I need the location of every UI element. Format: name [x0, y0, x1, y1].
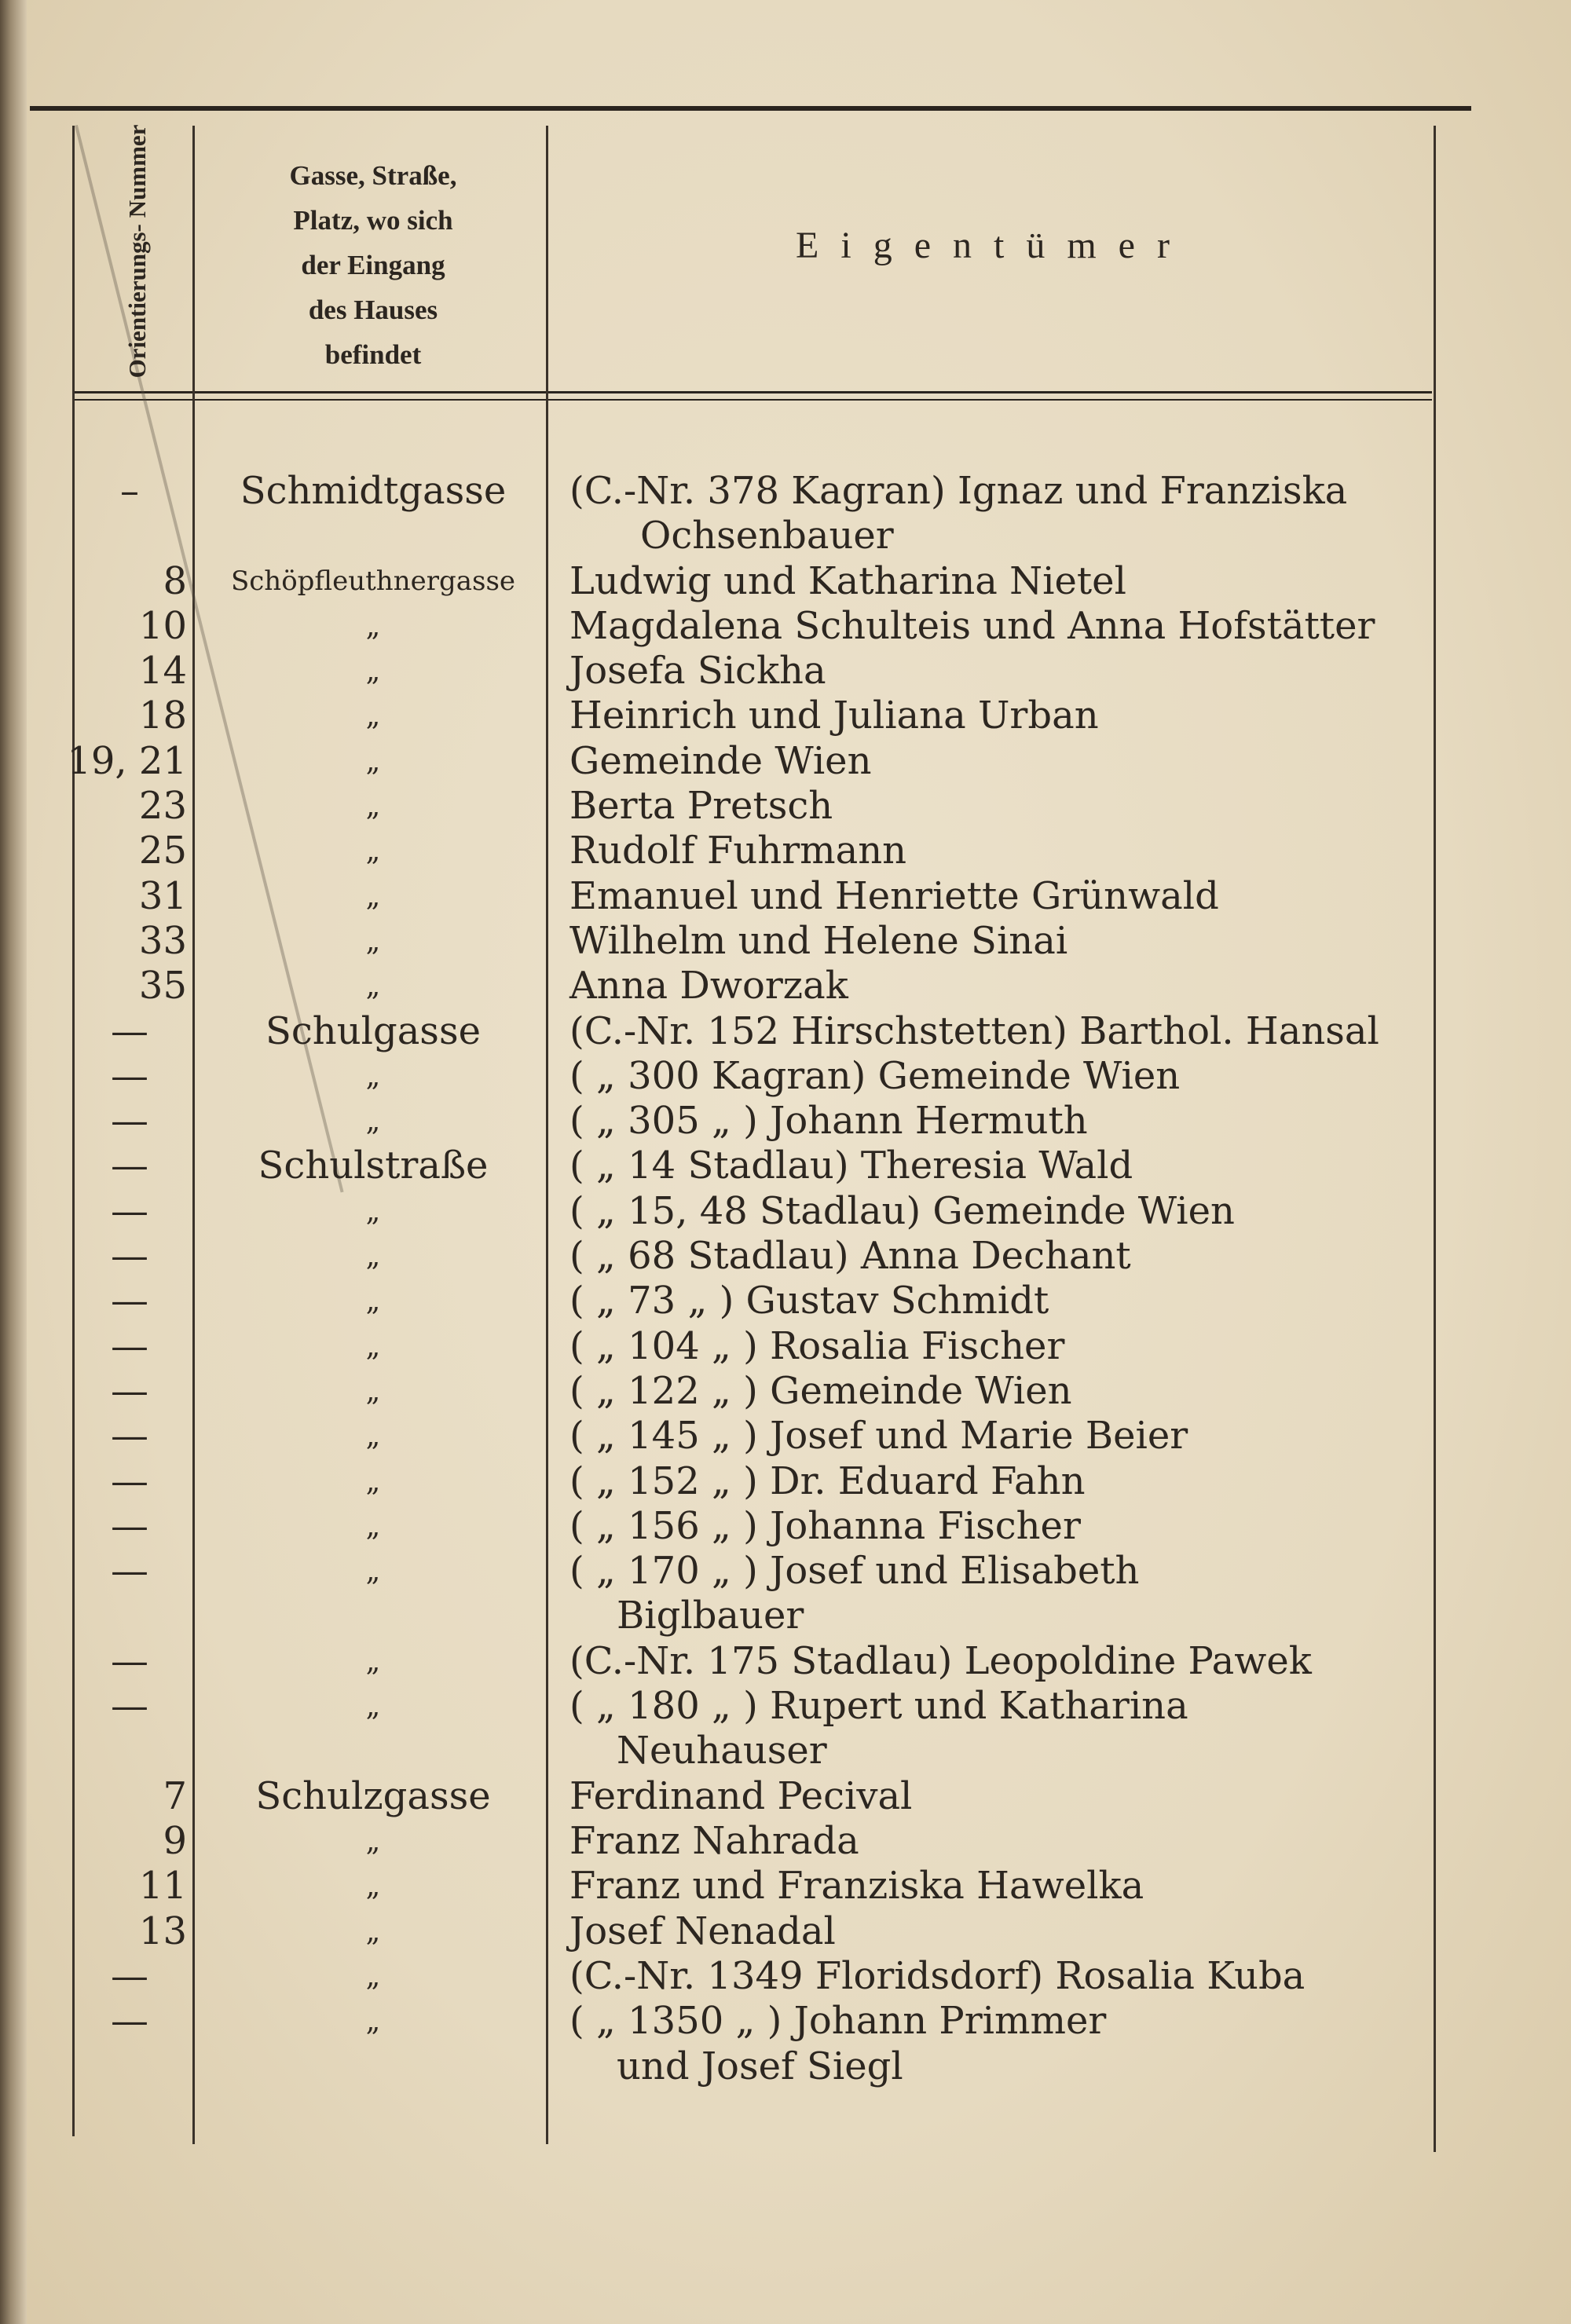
owner-name-continuation: Ochsenbauer — [640, 514, 894, 558]
table-row — [0, 469, 1571, 514]
house-number: 25 — [138, 829, 187, 873]
ditto-mark: „ — [365, 1645, 381, 1678]
owner-name: Ludwig und Katharina Nietel — [569, 559, 1126, 603]
top-rule — [30, 106, 1471, 111]
header-street-line: Gasse, Straße, — [289, 160, 457, 191]
ditto-mark: „ — [365, 790, 381, 822]
ditto-mark: „ — [365, 655, 381, 687]
ditto-mark: „ — [365, 1870, 381, 1902]
table-row — [0, 1324, 1571, 1369]
owner-name: (C.-Nr. 1349 Floridsdorf) Rosalia Kuba — [569, 1954, 1306, 1998]
number-dash: — — [111, 1144, 148, 1188]
ditto-mark: „ — [365, 1825, 381, 1857]
number-dash: — — [111, 1414, 148, 1458]
house-number: 11 — [138, 1864, 187, 1908]
number-dash: — — [111, 1009, 148, 1053]
table-row — [0, 1864, 1571, 1909]
header-number-label: Orientierungs- Nummer — [123, 124, 151, 379]
owner-name: Rudolf Fuhrmann — [569, 829, 907, 873]
street-name: Schulgasse — [265, 1009, 481, 1053]
owner-name: Anna Dworzak — [569, 964, 848, 1008]
owner-name: (C.-Nr. 175 Stadlau) Leopoldine Pawek — [569, 1639, 1312, 1683]
header-street-line: Platz, wo sich — [293, 205, 453, 236]
owner-name: ( „ 73 „ ) Gustav Schmidt — [569, 1279, 1049, 1323]
table-row — [0, 1999, 1571, 2044]
owner-name: ( „ 1350 „ ) Johann Primmer — [569, 1999, 1107, 2043]
table-row — [0, 1099, 1571, 1144]
owner-name: Franz Nahrada — [569, 1819, 859, 1863]
table-row — [0, 694, 1571, 738]
house-number: 31 — [138, 874, 187, 918]
ditto-mark: „ — [365, 610, 381, 642]
table-row — [0, 784, 1571, 829]
ditto-mark: „ — [365, 1105, 381, 1137]
ditto-mark: „ — [365, 1420, 381, 1452]
street-name: Schulstraße — [258, 1144, 489, 1188]
house-number: 35 — [138, 964, 187, 1008]
table-row — [0, 1459, 1571, 1504]
table-row — [0, 1054, 1571, 1099]
owner-name: (C.-Nr. 152 Hirschstetten) Barthol. Hansal — [569, 1009, 1379, 1053]
number-dash: – — [120, 469, 139, 513]
owner-name: Heinrich und Juliana Urban — [569, 694, 1099, 737]
owner-name: ( „ 170 „ ) Josef und Elisabeth — [569, 1549, 1140, 1593]
header-street-line: befindet — [324, 339, 422, 370]
house-number: 9 — [163, 1819, 187, 1863]
number-dash: — — [111, 1279, 148, 1323]
table-row — [0, 1774, 1571, 1819]
house-number: 10 — [138, 604, 187, 648]
house-number: 13 — [138, 1909, 187, 1953]
owner-name: ( „ 15, 48 Stadlau) Gemeinde Wien — [569, 1189, 1235, 1233]
street-name: Schöpfleuthnergasse — [230, 565, 516, 597]
number-dash: — — [111, 1504, 148, 1548]
table-row — [0, 1819, 1571, 1864]
ditto-mark: „ — [365, 1466, 381, 1498]
owner-name: Ferdinand Pecival — [569, 1774, 913, 1818]
ditto-mark: „ — [365, 1330, 381, 1363]
owner-name: Franz und Franziska Hawelka — [569, 1864, 1144, 1908]
number-dash: — — [111, 1459, 148, 1503]
owner-name: (C.-Nr. 378 Kagran) Ignaz und Franziska — [569, 469, 1348, 513]
header-bottom-rule-1 — [75, 391, 1432, 393]
table-row — [0, 919, 1571, 964]
table-row — [0, 559, 1571, 604]
number-dash: — — [111, 1684, 148, 1728]
owner-name: ( „ 104 „ ) Rosalia Fischer — [569, 1324, 1065, 1368]
ditto-mark: „ — [365, 700, 381, 732]
number-dash: — — [111, 1639, 148, 1683]
number-dash: — — [111, 1189, 148, 1233]
ditto-mark: „ — [365, 1690, 381, 1722]
owner-name: ( „ 305 „ ) Johann Hermuth — [569, 1099, 1088, 1143]
owner-name: Gemeinde Wien — [569, 739, 872, 783]
owner-name: Wilhelm und Helene Sinai — [569, 919, 1068, 963]
table-row — [0, 1414, 1571, 1458]
table-row-continuation — [0, 2044, 1571, 2089]
owner-name-continuation: und Josef Siegl — [617, 2044, 903, 2088]
owner-name: ( „ 122 „ ) Gemeinde Wien — [569, 1369, 1072, 1413]
table-row — [0, 1234, 1571, 1279]
table-row — [0, 739, 1571, 784]
owner-name: ( „ 300 Kagran) Gemeinde Wien — [569, 1054, 1181, 1098]
number-dash: — — [111, 1369, 148, 1413]
table-row — [0, 1009, 1571, 1054]
table-row-continuation — [0, 1729, 1571, 1773]
table-row — [0, 1549, 1571, 1594]
house-number: 18 — [138, 694, 187, 737]
header-number-column — [82, 124, 192, 379]
ditto-mark: „ — [365, 970, 381, 1002]
table-row — [0, 1279, 1571, 1323]
owner-name: ( „ 145 „ ) Josef und Marie Beier — [569, 1414, 1188, 1458]
owner-name: Magdalena Schulteis und Anna Hofstätter — [569, 604, 1375, 648]
table-row — [0, 964, 1571, 1008]
number-dash: — — [111, 1099, 148, 1143]
owner-name: Emanuel und Henriette Grünwald — [569, 874, 1219, 918]
number-dash: — — [111, 1954, 148, 1998]
table-row-continuation — [0, 1594, 1571, 1638]
table-row — [0, 1369, 1571, 1414]
header-bottom-rule-2 — [75, 399, 1432, 401]
house-number: 23 — [138, 784, 187, 828]
owner-name: ( „ 68 Stadlau) Anna Dechant — [569, 1234, 1131, 1278]
owner-name: Berta Pretsch — [569, 784, 833, 828]
ditto-mark: „ — [365, 2005, 381, 2037]
table-row — [0, 1909, 1571, 1954]
number-dash: — — [111, 1999, 148, 2043]
owner-name: ( „ 14 Stadlau) Theresia Wald — [569, 1144, 1133, 1188]
ditto-mark: „ — [365, 1195, 381, 1228]
ditto-mark: „ — [365, 1510, 381, 1543]
table-row — [0, 1144, 1571, 1188]
owner-name: ( „ 152 „ ) Dr. Eduard Fahn — [569, 1459, 1086, 1503]
table-row-continuation — [0, 514, 1571, 558]
header-street-column — [196, 153, 550, 377]
owner-name-continuation: Neuhauser — [617, 1729, 827, 1773]
ditto-mark: „ — [365, 1555, 381, 1587]
ditto-mark: „ — [365, 1375, 381, 1407]
table-row — [0, 604, 1571, 649]
table-row — [0, 1504, 1571, 1549]
owner-name: Josef Nenadal — [569, 1909, 836, 1953]
owner-name: ( „ 180 „ ) Rupert und Katharina — [569, 1684, 1188, 1728]
ditto-mark: „ — [365, 745, 381, 778]
table-row — [0, 1189, 1571, 1234]
table-row — [0, 829, 1571, 873]
ditto-mark: „ — [365, 1240, 381, 1272]
number-dash: — — [111, 1549, 148, 1593]
ditto-mark: „ — [365, 880, 381, 913]
house-number: 33 — [138, 919, 187, 963]
house-number: 7 — [163, 1774, 187, 1818]
house-number: 8 — [163, 559, 187, 603]
ditto-mark: „ — [365, 1285, 381, 1317]
table-row — [0, 874, 1571, 919]
owner-name-continuation: Biglbauer — [617, 1594, 804, 1638]
street-name: Schulzgasse — [255, 1774, 491, 1818]
owner-name: Josefa Sickha — [569, 649, 826, 693]
ditto-mark: „ — [365, 1060, 381, 1092]
table-row — [0, 1639, 1571, 1684]
header-street-line: des Hauses — [308, 295, 438, 325]
house-number: 14 — [138, 649, 187, 693]
ditto-mark: „ — [365, 1960, 381, 1993]
ditto-mark: „ — [365, 925, 381, 957]
header-street-line: der Eingang — [301, 250, 445, 280]
number-dash: — — [111, 1234, 148, 1278]
table-row — [0, 649, 1571, 694]
header-owner-column: Eigentümer — [796, 225, 1192, 266]
house-number: 19, 21 — [67, 739, 187, 783]
number-dash: — — [111, 1054, 148, 1098]
ditto-mark: „ — [365, 1916, 381, 1948]
street-name: Schmidtgasse — [240, 469, 507, 513]
ditto-mark: „ — [365, 835, 381, 867]
table-row — [0, 1684, 1571, 1729]
number-dash: — — [111, 1324, 148, 1368]
owner-name: ( „ 156 „ ) Johanna Fischer — [569, 1504, 1081, 1548]
table-row — [0, 1954, 1571, 1999]
